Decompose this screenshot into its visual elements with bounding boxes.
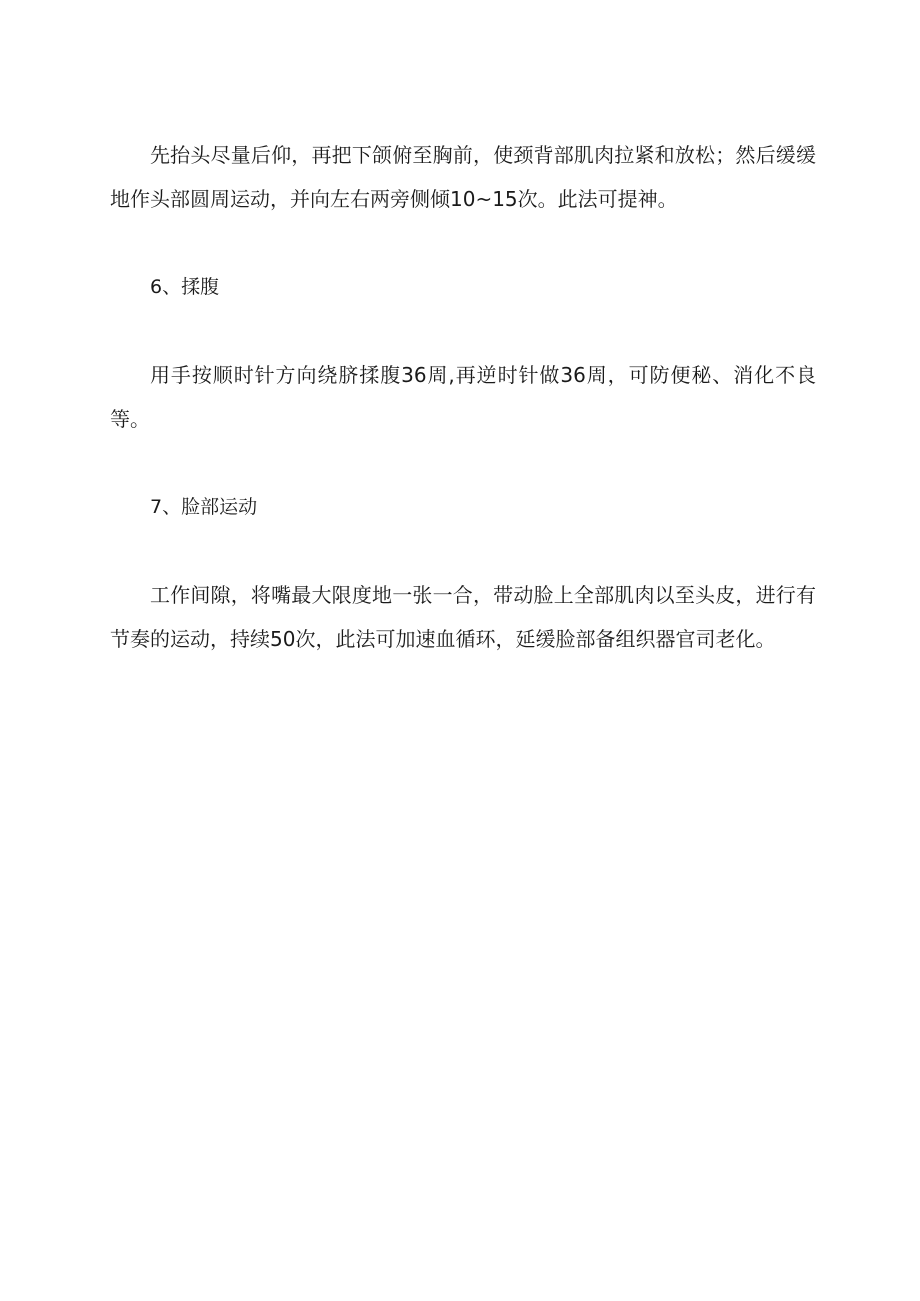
paragraph-abdomen-massage: 用手按顺时针方向绕脐揉腹36周,再逆时针做36周，可防便秘、消化不良等。 [110,363,816,431]
document-body [110,133,816,705]
section-heading-6: 6、揉腹 [150,276,220,298]
paragraph-neck-exercise: 先抬头尽量后仰，再把下颌俯至胸前，使颈背部肌肉拉紧和放松；然后缓缓地作头部圆周运动，并向左右两旁侧倾10~15次。此法可提神。 [110,143,816,211]
paragraph-face-exercise: 工作间隙，将嘴最大限度地一张一合，带动脸上全部肌肉以至头皮，进行有节奏的运动，持续50次，此法可加速血循环，延缓脸部备组织器官司老化。 [110,583,816,651]
section-heading-7: 7、脸部运动 [150,496,258,518]
